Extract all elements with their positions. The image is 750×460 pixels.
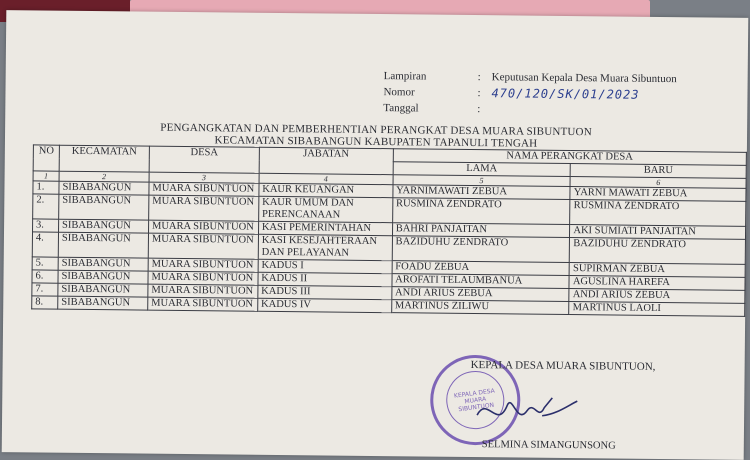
cell-jabatan: KADUS I (258, 259, 392, 273)
cell-kecamatan: SIBABANGUN (58, 296, 148, 310)
column-index: 6 (570, 177, 746, 189)
column-index: 4 (259, 173, 393, 184)
header-baru: BARU (570, 164, 746, 179)
lampiran-value: Keputusan Kepala Desa Muara Sibuntuon (491, 71, 677, 86)
cell-baru: RUSMINA ZENDRATO (570, 200, 746, 227)
cell-no: 6. (32, 270, 58, 283)
document-page (2, 10, 749, 460)
cell-desa: MUARA SIBUNTUON (148, 233, 258, 259)
cell-lama: BAHRI PANJAITAN (392, 223, 570, 238)
cell-lama: FOADU ZEBUA (392, 261, 570, 276)
stamp-text: KEPALA DESA MUARA SIBUNTUON (453, 387, 496, 413)
cell-kecamatan: SIBABANGUN (58, 270, 148, 284)
cell-desa: MUARA SIBUNTUON (149, 182, 259, 196)
cell-desa: MUARA SIBUNTUON (148, 297, 258, 311)
header-no: NO (33, 145, 59, 171)
cell-jabatan: KADUS II (258, 272, 392, 286)
cell-jabatan: KAUR UMUM DAN PERENCANAAN (258, 196, 392, 222)
cell-no: 8. (32, 296, 58, 309)
cell-jabatan: KASI KESEJAHTERAAN DAN PELAYANAN (258, 234, 392, 260)
handwritten-signature (472, 385, 583, 436)
cell-jabatan: KADUS III (258, 285, 392, 299)
colon: : (477, 71, 481, 84)
column-index: 5 (393, 175, 571, 187)
cell-kecamatan: SIBABANGUN (59, 181, 149, 195)
cell-lama: AROFATI TELAUMBANUA (392, 274, 570, 289)
cell-kecamatan: SIBABANGUN (58, 283, 148, 297)
cell-desa: MUARA SIBUNTUON (148, 258, 258, 272)
cell-no: 7. (32, 283, 58, 296)
cell-desa: MUARA SIBUNTUON (149, 195, 259, 221)
header-desa: DESA (149, 146, 259, 173)
column-index: 2 (59, 171, 149, 182)
header-lama: LAMA (393, 162, 571, 177)
cell-lama: RUSMINA ZENDRATO (392, 198, 570, 225)
tanggal-label: Tanggal (383, 102, 419, 115)
signature-name: SELMINA SIMANGUNSONG (481, 439, 616, 452)
colon: : (477, 103, 481, 116)
header-nama-perangkat: NAMA PERANGKAT DESA (393, 149, 746, 166)
cell-lama: YARNIMAWATI ZEBUA (393, 185, 571, 200)
cell-lama: ANDI ARIUS ZEBUA (391, 287, 569, 302)
cell-baru: SUPIRMAN ZEBUA (569, 263, 745, 278)
cell-jabatan: KAUR KEUANGAN (259, 183, 393, 197)
cell-lama: MARTINUS ZILIWU (391, 300, 569, 315)
cell-baru: YARNI MAWATI ZEBUA (570, 187, 746, 202)
cell-jabatan: KASI PEMERINTAHAN (258, 221, 392, 235)
cell-desa: MUARA SIBUNTUON (148, 220, 258, 234)
cell-desa: MUARA SIBUNTUON (148, 271, 258, 285)
cell-kecamatan: SIBABANGUN (58, 232, 148, 258)
cell-lama: BAZIDUHU ZENDRATO (392, 236, 570, 263)
nomor-label: Nomor (383, 86, 415, 99)
cell-kecamatan: SIBABANGUN (58, 219, 148, 233)
cell-no: 5. (32, 257, 58, 270)
signature-title: KEPALA DESA MUARA SIBUNTUON, (470, 359, 656, 373)
column-index: 3 (149, 172, 259, 183)
cell-desa: MUARA SIBUNTUON (148, 284, 258, 298)
cell-jabatan: KADUS IV (257, 298, 391, 312)
document-title-line1: PENGANGKATAN DAN PEMBERHENTIAN PERANGKAT DESA MUARA SIBUNTUON (160, 121, 592, 139)
header-kecamatan: KECAMATAN (59, 145, 149, 172)
colon: : (477, 87, 481, 100)
cell-baru: AKI SUMIATI PANJAITAN (570, 225, 746, 240)
cell-baru: BAZIDUHU ZENDRATO (570, 238, 746, 265)
cell-no: 3. (33, 219, 59, 232)
cell-no: 1. (33, 181, 59, 194)
nomor-value-handwritten: 470/120/SK/01/2023 (491, 86, 640, 102)
header-jabatan: JABATAN (259, 147, 393, 174)
cell-no: 2. (33, 194, 59, 219)
cell-baru: MARTINUS LAOLI (569, 302, 745, 317)
cell-no: 4. (32, 232, 58, 257)
cell-baru: AGUSLINA HAREFA (569, 276, 745, 291)
column-index: 1 (33, 171, 59, 181)
cell-kecamatan: SIBABANGUN (58, 257, 148, 271)
lampiran-label: Lampiran (383, 70, 427, 83)
document-meta (383, 68, 677, 119)
document-title-line2: KECAMATAN SIBABANGUN KABUPATEN TAPANULI TENGAH (214, 134, 538, 150)
cell-baru: ANDI ARIUS ZEBUA (569, 289, 745, 304)
meta-tanggal (383, 100, 676, 119)
personnel-table (31, 144, 747, 316)
cell-kecamatan: SIBABANGUN (59, 194, 149, 220)
